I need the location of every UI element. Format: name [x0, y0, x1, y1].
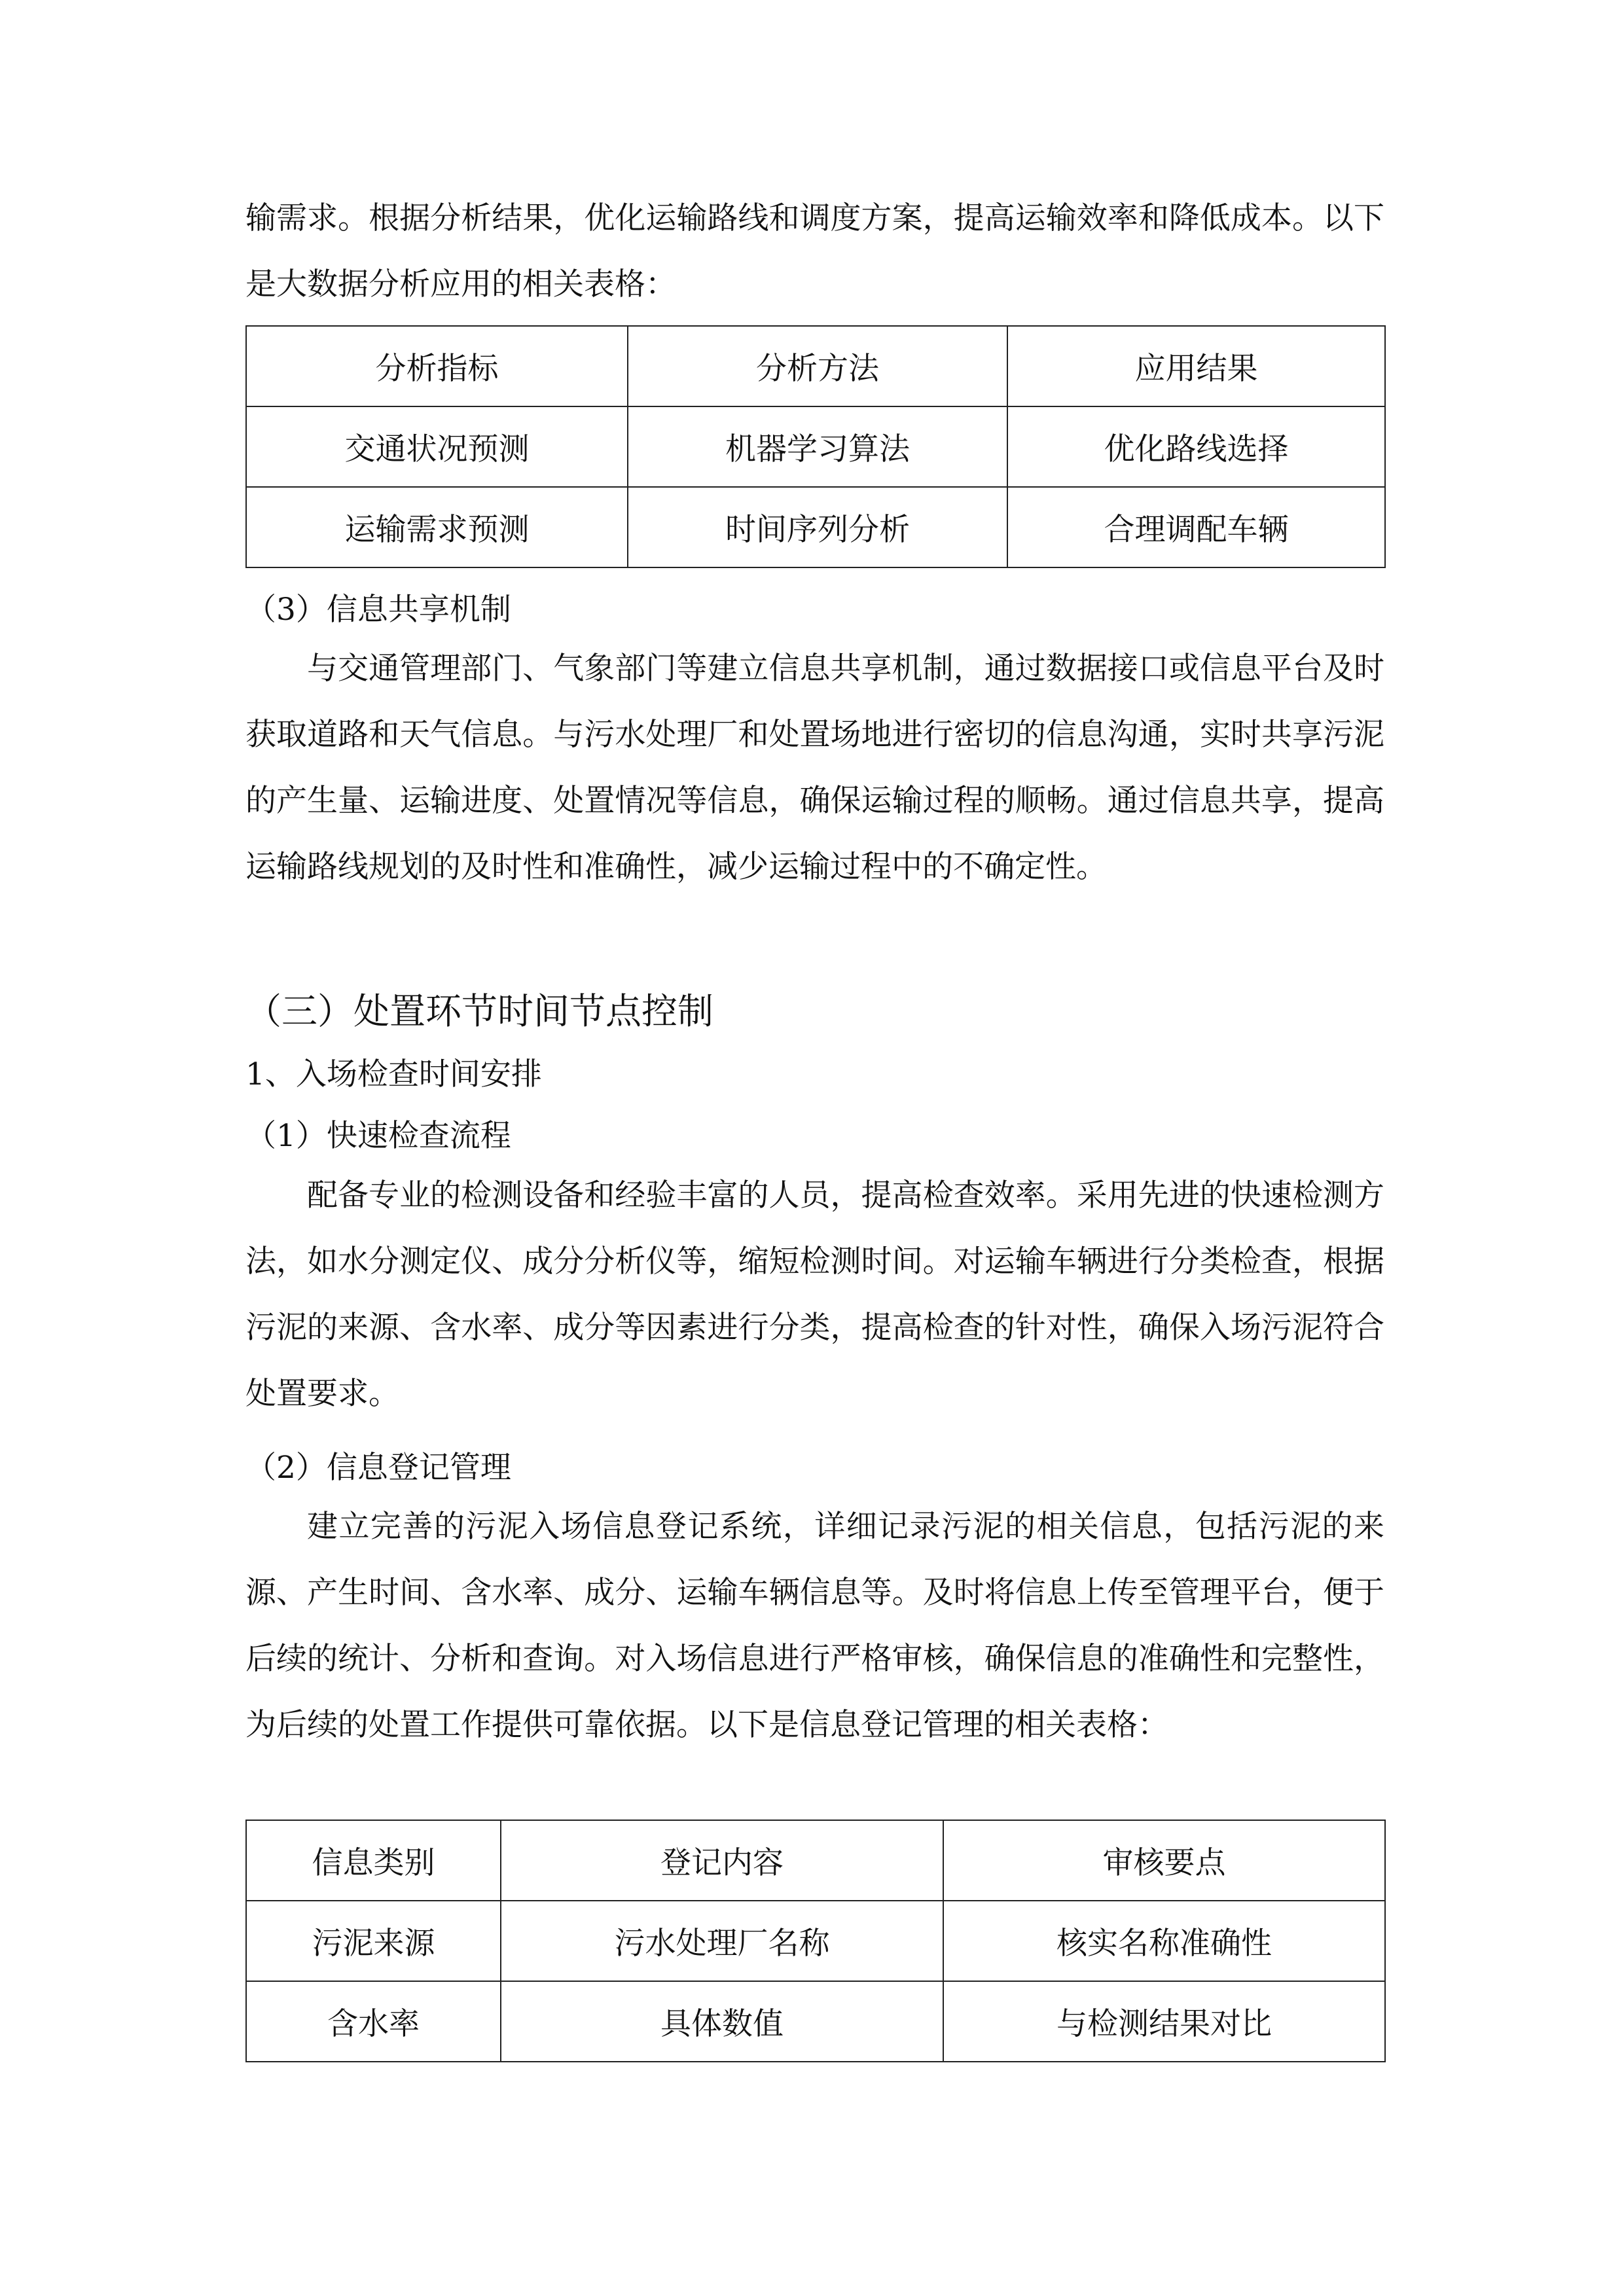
paragraph-info-sharing: 与交通管理部门、气象部门等建立信息共享机制，通过数据接口或信息平台及时获取道路和天气信息。与污水处理厂和处置场地进行密切的信息沟通，实时共享污泥的产生量、运输进度、处置情况等信息，确保运输过程的顺畅。通过信息共享，提高运输路线规划的及时性和准确性，减少运输过程中的不确定性。: [245, 651, 1384, 885]
paragraph-info-registration: 建立完善的污泥入场信息登记系统，详细记录污泥的相关信息，包括污泥的来源、产生时间、含水率、成分、运输车辆信息等。及时将信息上传至管理平台，便于后续的统计、分析和查询。对入场信息进行严格审核，确保信息的准确性和完整性，为后续的处置工作提供可靠依据。以下是信息登记管理的相关表格：: [245, 1509, 1384, 1743]
table-row: [246, 1901, 1385, 1981]
table-cell: 核实名称准确性: [943, 1901, 1385, 1981]
section-title: （三）处置环节时间节点控制: [245, 990, 714, 1032]
table-cell: 污水处理厂名称: [501, 1901, 943, 1981]
table-cell: 具体数值: [501, 1981, 943, 2062]
table-cell: 交通状况预测: [246, 406, 628, 487]
table-header-cell: 审核要点: [943, 1820, 1385, 1901]
table-cell: 机器学习算法: [628, 406, 1007, 487]
heading-info-sharing: （3）信息共享机制: [245, 592, 511, 628]
table-cell: 运输需求预测: [246, 487, 628, 567]
heading-quick-check: （1）快速检查流程: [245, 1118, 511, 1154]
info-registration-table: [245, 1820, 1386, 2062]
table-header-cell: 应用结果: [1007, 326, 1385, 406]
table-header-cell: 分析指标: [246, 326, 628, 406]
table-header-cell: 分析方法: [628, 326, 1007, 406]
table-header-cell: 登记内容: [501, 1820, 943, 1901]
table-header-cell: 信息类别: [246, 1820, 501, 1901]
table-cell: 合理调配车辆: [1007, 487, 1385, 567]
table-row: [246, 1981, 1385, 2062]
paragraph-transport-analysis: 输需求。根据分析结果，优化运输路线和调度方案，提高运输效率和降低成本。以下是大数据分析应用的相关表格：: [245, 200, 1384, 302]
table-cell: 与检测结果对比: [943, 1981, 1385, 2062]
table-row: [246, 406, 1385, 487]
table-row: [246, 487, 1385, 567]
big-data-analysis-table: [245, 325, 1386, 568]
table-cell: 含水率: [246, 1981, 501, 2062]
table-cell: 时间序列分析: [628, 487, 1007, 567]
table-header-row: [246, 1820, 1385, 1901]
subsection-title: 1、入场检查时间安排: [245, 1056, 542, 1092]
paragraph-quick-check: 配备专业的检测设备和经验丰富的人员，提高检查效率。采用先进的快速检测方法，如水分测定仪、成分分析仪等，缩短检测时间。对运输车辆进行分类检查，根据污泥的来源、含水率、成分等因素进行分类，提高检查的针对性，确保入场污泥符合处置要求。: [245, 1177, 1384, 1412]
table-cell: 污泥来源: [246, 1901, 501, 1981]
table-header-row: [246, 326, 1385, 406]
table-cell: 优化路线选择: [1007, 406, 1385, 487]
heading-info-registration: （2）信息登记管理: [245, 1450, 511, 1486]
